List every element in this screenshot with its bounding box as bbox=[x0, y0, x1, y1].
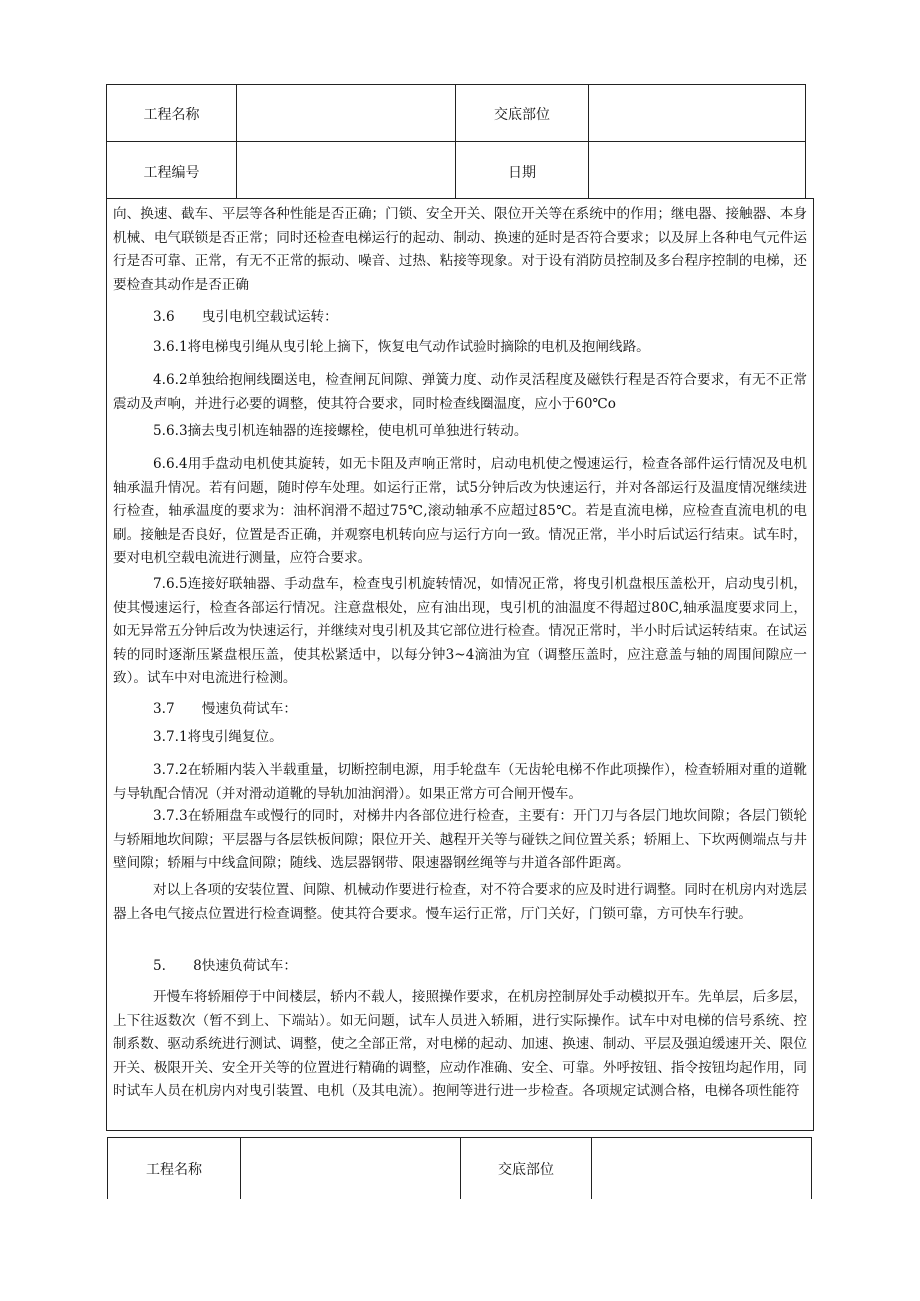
bottom-project-name-label: 工程名称 bbox=[146, 1162, 202, 1178]
section-3-6-heading: 3.6 曳引电机空载试运转： bbox=[153, 309, 338, 325]
paragraph-3-6-1: 3.6.1将电梯曳引绳从曳引轮上摘下，恢复电气动作试验时摘除的电机及抱闸线路。 bbox=[153, 339, 650, 355]
handover-location-label: 交底部位 bbox=[494, 107, 550, 123]
date-label: 日期 bbox=[508, 165, 536, 181]
project-number-label: 工程编号 bbox=[143, 165, 200, 181]
top-table-number-value-cell bbox=[236, 141, 456, 199]
bottom-handover-location-label: 交底部位 bbox=[498, 1162, 554, 1178]
top-table-name-value-cell bbox=[236, 84, 456, 142]
paragraph-5-6-3: 5.6.3摘去曳引机连轴器的连接螺栓，使电机可单独进行转动。 bbox=[153, 423, 528, 439]
paragraph-3-7-3: 3.7.3在轿厢盘车或慢行的同时，对梯井内各部位进行检查，主要有：开门刀与各层门地坎间隙；各层门锁轮与轿厢地坎间隙；平层器与各层铁板间隙；限位开关、越程开关等与碰铁之间位置关系；轿厢上、下坎两侧端点与井壁间隙；轿厢与中线盒间隙；随线、选层器钢带、限速器钢丝绳等与井道各部件距离。 bbox=[113, 808, 807, 871]
section-fast-load-heading: 5. 8快速负荷试车： bbox=[153, 958, 297, 974]
bottom-table-location-value-cell bbox=[591, 1137, 812, 1199]
project-name-label: 工程名称 bbox=[143, 107, 200, 123]
paragraph-3-7-2: 3.7.2在轿厢内装入半载重量，切断控制电源，用手轮盘车（无齿轮电梯不作此项操作），检查轿厢对重的道靴与导轨配合情况（并对滑动道靴的导轨加油润滑）。如果正常方可合闸开慢车。 bbox=[113, 762, 807, 802]
paragraph-fast-load: 开慢车将轿厢停于中间楼层，轿内不载人，接照操作要求，在机房控制屏处手动模拟开车。先单层，后多层，上下往返数次（暂不到上、下端站）。如无问题，试车人员进入轿厢，进行实际操作。试车中对电梯的信号系统、控制系数、驱动系统进行测试、调整，使之全部正常，对电梯的起动、加速、换速、制动、平层及强迫缓速开关、限位开关、极限开关、安全开关等的位置进行精确的调整，应动作准确、安全、可靠。外呼按钮、指令按钮均起作用，同时试车人员在机房内对曳引装置、电机（及其电流）。抱闸等进行进一步检查。各项规定试测合格，电梯各项性能符 bbox=[113, 989, 807, 1099]
paragraph-6-6-4: 6.6.4用手盘动电机使其旋转，如无卡阻及声响正常时，启动电机使之慢速运行，检查各部件运行情况及电机轴承温升情况。若有问题，随时停车处理。如运行正常，试5分钟后改为快速运行，并对各部运行及温度情况继续进行检查，轴承温度的要求为：油杯润滑不超过75℃,滚动轴承不应超过85℃。若是直流电梯，应检查直流电机的电刷。接触是否良好，位置是否正确，并观察电机转向应与运行方向一致。情况正常，半小时后试运行结束。试车时，要对电机空载电流进行测量，应符合要求。 bbox=[113, 456, 807, 566]
content-box bbox=[106, 198, 814, 1131]
paragraph-4-6-2: 4.6.2单独给抱闸线圈送电，检查闸瓦间隙、弹簧力度、动作灵活程度及磁铁行程是否符合要求，有无不正常震动及声响，并进行必要的调整，使其符合要求，同时检查线圈温度，应小于60℃o bbox=[113, 372, 807, 412]
top-table-location-value-cell bbox=[588, 84, 806, 142]
bottom-table-name-value-cell bbox=[240, 1137, 461, 1199]
paragraph-7-6-5: 7.6.5连接好联轴器、手动盘车，检查曳引机旋转情况，如情况正常，将曳引机盘根压盖松开，启动曳引机，使其慢速运行，检查各部运行情况。注意盘根处，应有油出现，曳引机的油温度不得超过80C,轴承温度要求同上，如无异常五分钟后改为快速运行，并继续对曳引机及其它部位进行检查。情况正常时，半小时后试运转结束。在试运转的同时逐渐压紧盘根压盖，使其松紧适中，以每分钟3~4滴油为宜（调整压盖时，应注意盖与轴的周围间隙应一致）。试车中对电流进行检测。 bbox=[113, 576, 807, 686]
section-3-7-heading: 3.7 慢速负荷试车： bbox=[153, 701, 297, 717]
paragraph-intro: 向、换速、截车、平层等各种性能是否正确；门锁、安全开关、限位开关等在系统中的作用；继电器、接触器、本身机械、电气联锁是否正常；同时还检查电梯运行的起动、制动、换速的延时是否符合要求；以及屏上各种电气元件运行是否可靠、正常，有无不正常的振动、噪音、过热、粘接等现象。对于设有消防员控制及多台程序控制的电梯，还要检查其动作是否正确 bbox=[113, 206, 807, 293]
paragraph-3-7-1: 3.7.1将曳引绳复位。 bbox=[153, 729, 283, 745]
top-table-date-value-cell bbox=[588, 141, 806, 199]
paragraph-adjustment: 对以上各项的安装位置、间隙、机械动作要进行检查，对不符合要求的应及时进行调整。同时在机房内对选层器上各电气接点位置进行检查调整。使其符合要求。慢车运行正常，厅门关好，门锁可靠，方可快车行驶。 bbox=[113, 882, 807, 922]
